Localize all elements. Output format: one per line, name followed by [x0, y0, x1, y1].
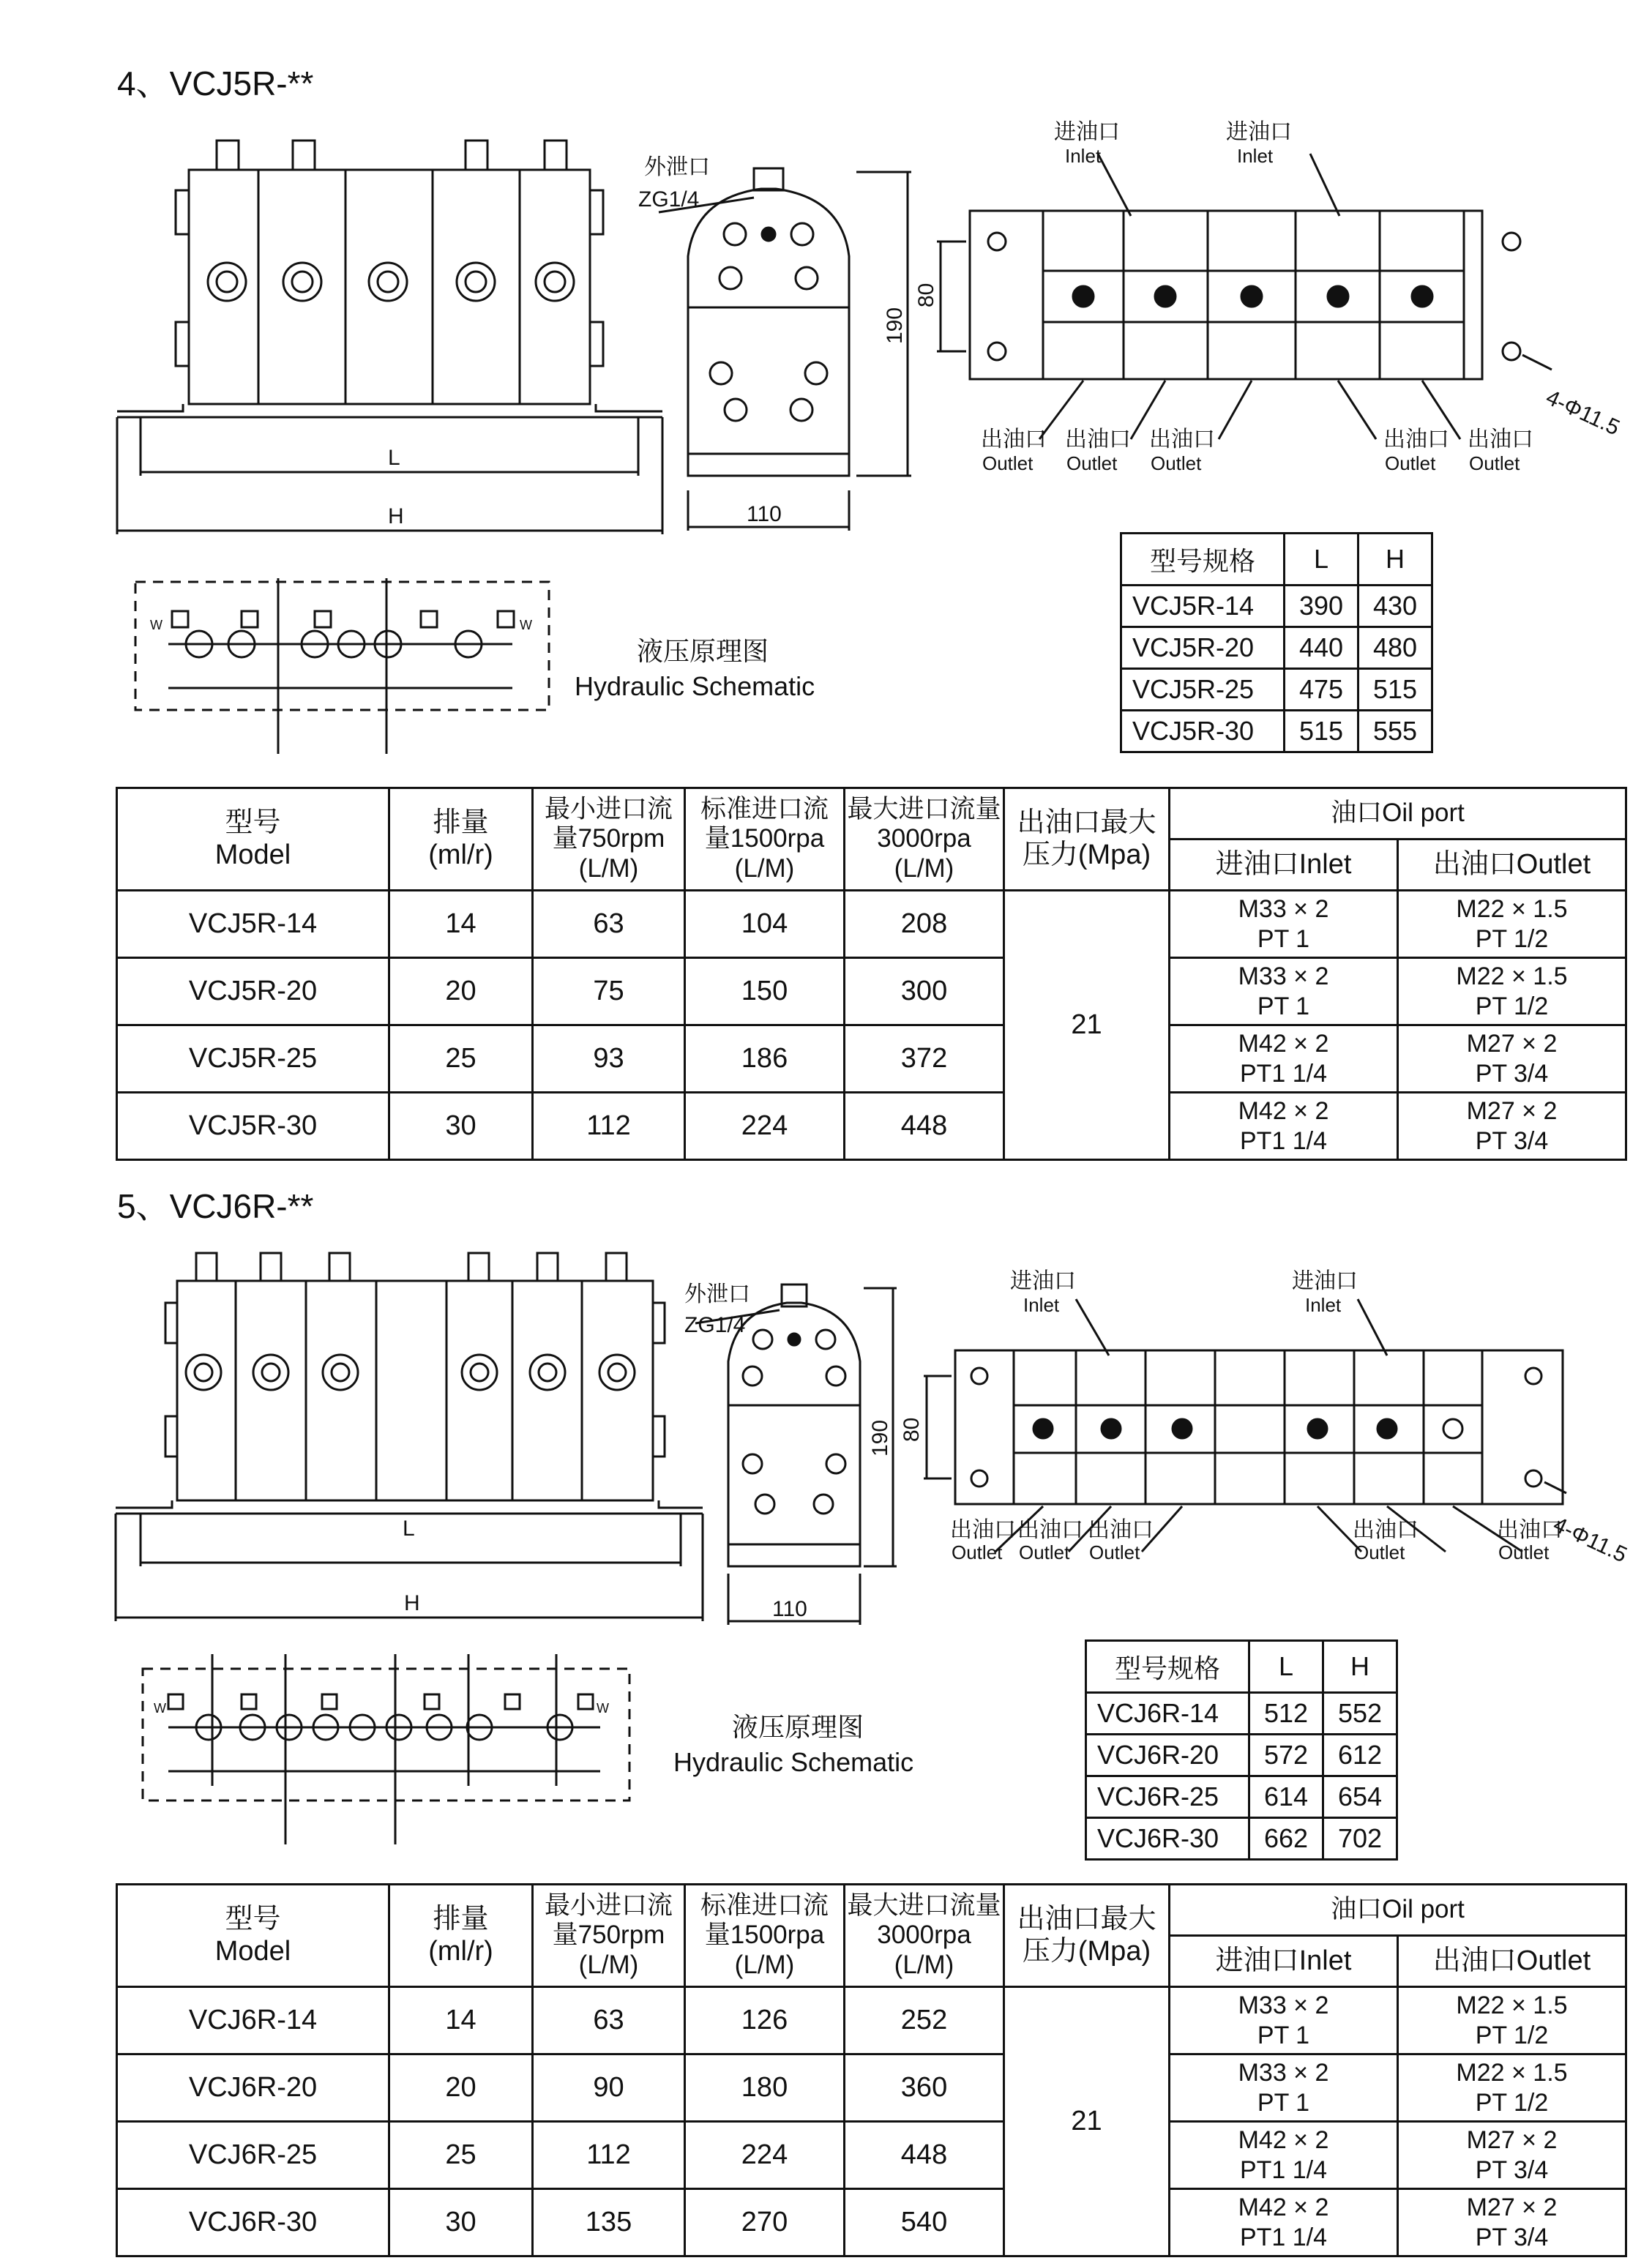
- header-pressure: [1004, 788, 1170, 891]
- cell-text: M33 × 2: [1238, 1991, 1329, 2019]
- dims-header-L: L: [1285, 534, 1358, 586]
- dim-H-label: H: [404, 1591, 420, 1615]
- header-inlet: 进油口Inlet: [1170, 840, 1398, 891]
- svg-text:Outlet: Outlet: [1089, 1541, 1140, 1563]
- table-cell: 14: [389, 891, 533, 958]
- table-row: [117, 958, 1626, 1025]
- table-cell: VCJ6R-25: [1086, 1776, 1249, 1818]
- svg-text:Outlet: Outlet: [1498, 1541, 1550, 1563]
- outlet-label-4: 出油口: [1353, 1518, 1419, 1542]
- svg-text:Outlet: Outlet: [1469, 452, 1520, 474]
- table-cell: 20: [389, 2054, 533, 2122]
- header-std-flow: [685, 1885, 845, 1987]
- cell-text: 最大进口流量: [847, 1891, 1001, 1921]
- cell-text: (L/M): [894, 853, 954, 883]
- header-outlet: 出油口Outlet: [1398, 840, 1626, 891]
- holes-label: 4-Φ11.5: [1542, 385, 1623, 441]
- outlet-label-5: 出油口: [1497, 1518, 1563, 1542]
- table-cell: 515: [1358, 669, 1432, 711]
- table-row: [117, 2054, 1626, 2122]
- table-cell: 480: [1358, 627, 1432, 669]
- schematic-boundary: [135, 582, 549, 710]
- table-cell: 186: [685, 1025, 845, 1093]
- header-outlet: 出油口Outlet: [1398, 1936, 1626, 1987]
- table-cell: [1170, 2189, 1398, 2256]
- cell-text: (L/M): [578, 853, 639, 883]
- dims-header-model: 型号规格: [1121, 534, 1285, 586]
- header-pressure: [1004, 1885, 1170, 1987]
- header-inlet: 进油口Inlet: [1170, 1936, 1398, 1987]
- section-title-vcj5r: 4、VCJ5R-**: [117, 64, 314, 102]
- cell-text: M42 × 2: [1238, 1029, 1329, 1058]
- table-cell: 552: [1323, 1693, 1397, 1735]
- table-cell: [1398, 2054, 1626, 2122]
- table-row: [117, 2189, 1626, 2256]
- cell-text: PT 1/2: [1475, 2021, 1549, 2049]
- table-cell: VCJ5R-20: [1121, 627, 1285, 669]
- cell-text: 排量: [433, 807, 489, 838]
- svg-text:W: W: [154, 1701, 166, 1716]
- schematic-title-en: Hydraulic Schematic: [575, 671, 815, 701]
- svg-text:Outlet: Outlet: [1151, 452, 1202, 474]
- dim-H-label: H: [388, 504, 404, 528]
- cell-text: 压力(Mpa): [1022, 839, 1151, 870]
- table-row: [117, 1093, 1626, 1160]
- table-cell: VCJ5R-14: [1121, 586, 1285, 627]
- table-cell: 126: [685, 1987, 845, 2054]
- table-cell: VCJ5R-30: [117, 1093, 389, 1160]
- table-cell: VCJ5R-20: [117, 958, 389, 1025]
- cell-text: PT 3/4: [1475, 2155, 1549, 2184]
- drawing-vcj6r: [0, 1230, 1652, 1925]
- pump-body-front: [189, 170, 590, 404]
- table-cell: [1170, 1025, 1398, 1093]
- svg-text:W: W: [520, 618, 532, 632]
- cell-text: (L/M): [734, 1950, 795, 1979]
- table-row: [117, 891, 1626, 958]
- dim-80-label: 80: [914, 283, 938, 307]
- cell-text: PT 1: [1257, 2021, 1310, 2049]
- table-cell: 612: [1323, 1735, 1397, 1776]
- table-cell: 208: [845, 891, 1004, 958]
- table-cell: 252: [845, 1987, 1004, 2054]
- outlet-label-4: 出油口: [1383, 427, 1449, 452]
- table-cell: 14: [389, 1987, 533, 2054]
- table-cell: 180: [685, 2054, 845, 2122]
- table-cell: 112: [533, 2122, 685, 2189]
- cell-text: M42 × 2: [1238, 2193, 1329, 2221]
- cell-text: (L/M): [734, 853, 795, 883]
- table-cell: 475: [1285, 669, 1358, 711]
- inlet-label-2: 进油口: [1226, 120, 1292, 144]
- table-cell: 555: [1358, 711, 1432, 752]
- svg-text:W: W: [597, 1701, 609, 1716]
- front-ports: [186, 1355, 635, 1390]
- table-cell: [1170, 958, 1398, 1025]
- table-cell: 572: [1249, 1735, 1323, 1776]
- cell-text: 最小进口流: [544, 1891, 673, 1921]
- table-cell: 300: [845, 958, 1004, 1025]
- cell-text: M22 × 1.5: [1456, 2058, 1568, 2087]
- header-displacement: [389, 1885, 533, 1987]
- svg-text:Outlet: Outlet: [982, 452, 1034, 474]
- cell-text: 最大进口流量: [847, 795, 1001, 824]
- cell-text: Model: [214, 839, 291, 870]
- svg-text:W: W: [150, 618, 162, 632]
- outlet-label-1: 出油口: [981, 427, 1047, 452]
- dim-80-label: 80: [900, 1417, 924, 1442]
- dim-L-label: L: [403, 1517, 415, 1541]
- table-cell: 540: [845, 2189, 1004, 2256]
- dim-L-label: L: [388, 446, 400, 470]
- header-std-flow: [685, 788, 845, 891]
- table-row: [117, 1025, 1626, 1093]
- dims-header-H: H: [1358, 534, 1432, 586]
- cell-text: PT 3/4: [1475, 1126, 1549, 1155]
- side-valves: [165, 1303, 665, 1457]
- cell-text: 量750rpm: [552, 1921, 665, 1950]
- cell-text: PT 3/4: [1475, 1059, 1549, 1088]
- cell-text: M27 × 2: [1466, 1029, 1558, 1058]
- cell-text: 量1500rpa: [704, 1921, 825, 1950]
- table-cell: 104: [685, 891, 845, 958]
- outlet-label-3: 出油口: [1149, 427, 1215, 452]
- cell-text: PT1 1/4: [1239, 2155, 1328, 2184]
- outlet-label-2: 出油口: [1017, 1518, 1083, 1542]
- schematic-title-cn: 液压原理图: [732, 1712, 864, 1742]
- schematic-title-en: Hydraulic Schematic: [673, 1747, 914, 1777]
- table-cell: VCJ6R-14: [1086, 1693, 1249, 1735]
- table-cell: VCJ6R-25: [117, 2122, 389, 2189]
- table-cell: VCJ5R-30: [1121, 711, 1285, 752]
- svg-text:Outlet: Outlet: [1354, 1541, 1405, 1563]
- table-cell: [1170, 1093, 1398, 1160]
- cell-text: 3000rpa: [877, 824, 971, 853]
- svg-text:Inlet: Inlet: [1065, 145, 1102, 167]
- table-cell: 20: [389, 958, 533, 1025]
- table-cell: 448: [845, 2122, 1004, 2189]
- table-row: [117, 2122, 1626, 2189]
- dim-110-label: 110: [772, 1597, 807, 1621]
- table-cell: [1170, 2054, 1398, 2122]
- svg-text:Outlet: Outlet: [1385, 452, 1436, 474]
- table-cell: 515: [1285, 711, 1358, 752]
- cell-text: M22 × 1.5: [1456, 894, 1568, 923]
- table-cell: VCJ6R-20: [1086, 1735, 1249, 1776]
- cell-text: PT1 1/4: [1239, 2223, 1328, 2251]
- dims-header-model: 型号规格: [1086, 1641, 1249, 1693]
- cell-text: PT 3/4: [1475, 2223, 1549, 2251]
- cell-text: PT 1: [1257, 992, 1310, 1020]
- table-cell: [1398, 2122, 1626, 2189]
- cell-text: M22 × 1.5: [1456, 962, 1568, 990]
- cell-text: M33 × 2: [1238, 894, 1329, 923]
- cell-text: Model: [214, 1935, 291, 1967]
- table-cell: 702: [1323, 1818, 1397, 1860]
- outlet-label-2: 出油口: [1065, 427, 1131, 452]
- dims-table-vcj6r: [1085, 1639, 1398, 1861]
- cell-text: M33 × 2: [1238, 962, 1329, 990]
- cell-text: PT 1: [1257, 924, 1310, 953]
- table-cell: VCJ6R-30: [117, 2189, 389, 2256]
- header-max-flow: [845, 1885, 1004, 1987]
- cell-text: PT 1/2: [1475, 992, 1549, 1020]
- pressure-value: 21: [1004, 891, 1170, 1160]
- cell-text: (ml/r): [428, 839, 493, 870]
- cell-text: 出油口最大: [1017, 807, 1156, 838]
- table-cell: VCJ6R-20: [117, 2054, 389, 2122]
- cell-text: M27 × 2: [1466, 1096, 1558, 1125]
- cell-text: 量1500rpa: [704, 824, 825, 853]
- cell-text: PT 1/2: [1475, 924, 1549, 953]
- header-oil-port: 油口Oil port: [1170, 788, 1626, 840]
- table-row: [117, 1987, 1626, 2054]
- dim-190-label: 190: [883, 307, 907, 344]
- top-fittings: [196, 1253, 627, 1281]
- table-cell: 135: [533, 2189, 685, 2256]
- cell-text: 排量: [433, 1903, 489, 1934]
- dims-header-L: L: [1249, 1641, 1323, 1693]
- table-cell: [1398, 2189, 1626, 2256]
- table-cell: [1398, 891, 1626, 958]
- table-cell: 372: [845, 1025, 1004, 1093]
- table-cell: [1170, 891, 1398, 958]
- drain-spec: ZG1/4: [638, 187, 700, 212]
- table-cell: 25: [389, 2122, 533, 2189]
- table-cell: 93: [533, 1025, 685, 1093]
- side-valves: [176, 190, 603, 366]
- cell-text: 标准进口流: [700, 795, 829, 824]
- pressure-value: 21: [1004, 1987, 1170, 2256]
- table-cell: 448: [845, 1093, 1004, 1160]
- cell-text: M22 × 1.5: [1456, 1991, 1568, 2019]
- cell-text: (L/M): [894, 1950, 954, 1979]
- header-model: [117, 788, 389, 891]
- cell-text: M33 × 2: [1238, 2058, 1329, 2087]
- table-cell: 614: [1249, 1776, 1323, 1818]
- dim-110-label: 110: [747, 502, 782, 526]
- table-cell: VCJ5R-25: [1121, 669, 1285, 711]
- header-min-flow: [533, 788, 685, 891]
- outlet-label-5: 出油口: [1468, 427, 1533, 452]
- table-cell: [1170, 2122, 1398, 2189]
- outlet-label-1: 出油口: [950, 1518, 1016, 1542]
- cell-text: (ml/r): [428, 1935, 493, 1967]
- cell-text: 型号: [225, 1903, 281, 1934]
- table-cell: [1398, 958, 1626, 1025]
- inlet-label-1: 进油口: [1054, 120, 1120, 144]
- cell-text: M27 × 2: [1466, 2125, 1558, 2154]
- table-cell: 224: [685, 2122, 845, 2189]
- cell-text: 标准进口流: [700, 1891, 829, 1921]
- spec-table-vcj6r: [116, 1883, 1627, 2257]
- dim-190-label: 190: [868, 1419, 892, 1457]
- holes-label: 4-Φ11.5: [1550, 1512, 1631, 1568]
- table-cell: [1398, 1025, 1626, 1093]
- inlet-label-2: 进油口: [1292, 1269, 1358, 1293]
- table-cell: VCJ5R-14: [117, 891, 389, 958]
- drain-label: 外泄口: [684, 1282, 750, 1306]
- cell-text: (L/M): [578, 1950, 639, 1979]
- spec-table-vcj5r: [116, 787, 1627, 1161]
- header-oil-port: 油口Oil port: [1170, 1885, 1626, 1936]
- table-cell: 75: [533, 958, 685, 1025]
- svg-text:Outlet: Outlet: [1066, 452, 1118, 474]
- cell-text: 3000rpa: [877, 1921, 971, 1950]
- inlet-label-1: 进油口: [1010, 1269, 1076, 1293]
- table-cell: 512: [1249, 1693, 1323, 1735]
- table-cell: 430: [1358, 586, 1432, 627]
- table-cell: [1398, 1987, 1626, 2054]
- schematic-title-cn: 液压原理图: [637, 636, 769, 666]
- header-min-flow: [533, 1885, 685, 1987]
- cell-text: 压力(Mpa): [1022, 1935, 1151, 1967]
- cell-text: PT 1: [1257, 2088, 1310, 2117]
- table-cell: 25: [389, 1025, 533, 1093]
- svg-text:Inlet: Inlet: [1023, 1294, 1060, 1316]
- table-cell: VCJ6R-30: [1086, 1818, 1249, 1860]
- table-cell: 112: [533, 1093, 685, 1160]
- cell-text: PT1 1/4: [1239, 1059, 1328, 1088]
- cell-text: PT 1/2: [1475, 2088, 1549, 2117]
- cell-text: 型号: [225, 807, 281, 838]
- table-cell: VCJ6R-14: [117, 1987, 389, 2054]
- table-cell: 30: [389, 2189, 533, 2256]
- section-title-vcj6r: 5、VCJ6R-**: [117, 1187, 314, 1225]
- cell-text: 量750rpm: [552, 824, 665, 853]
- svg-text:Outlet: Outlet: [952, 1541, 1003, 1563]
- table-cell: 440: [1285, 627, 1358, 669]
- svg-text:Inlet: Inlet: [1305, 1294, 1342, 1316]
- table-cell: 390: [1285, 586, 1358, 627]
- cell-text: 最小进口流: [544, 795, 673, 824]
- table-cell: 662: [1249, 1818, 1323, 1860]
- cell-text: M27 × 2: [1466, 2193, 1558, 2221]
- drain-spec: ZG1/4: [684, 1313, 746, 1337]
- cell-text: M42 × 2: [1238, 2125, 1329, 2154]
- table-cell: VCJ5R-25: [117, 1025, 389, 1093]
- header-max-flow: [845, 788, 1004, 891]
- cell-text: M42 × 2: [1238, 1096, 1329, 1125]
- drain-label: 外泄口: [644, 155, 710, 179]
- table-cell: [1398, 1093, 1626, 1160]
- dims-header-H: H: [1323, 1641, 1397, 1693]
- table-cell: 654: [1323, 1776, 1397, 1818]
- table-cell: 63: [533, 891, 685, 958]
- table-cell: [1170, 1987, 1398, 2054]
- table-cell: 30: [389, 1093, 533, 1160]
- header-displacement: [389, 788, 533, 891]
- header-model: [117, 1885, 389, 1987]
- table-cell: 63: [533, 1987, 685, 2054]
- table-cell: 360: [845, 2054, 1004, 2122]
- cell-text: 出油口最大: [1017, 1903, 1156, 1934]
- top-fittings: [217, 141, 567, 170]
- dims-table-vcj5r: [1120, 532, 1433, 753]
- table-cell: 150: [685, 958, 845, 1025]
- outlet-label-3: 出油口: [1088, 1518, 1154, 1542]
- svg-text:Outlet: Outlet: [1019, 1541, 1070, 1563]
- table-cell: 224: [685, 1093, 845, 1160]
- table-cell: 90: [533, 2054, 685, 2122]
- svg-text:Inlet: Inlet: [1237, 145, 1274, 167]
- cell-text: PT1 1/4: [1239, 1126, 1328, 1155]
- table-cell: 270: [685, 2189, 845, 2256]
